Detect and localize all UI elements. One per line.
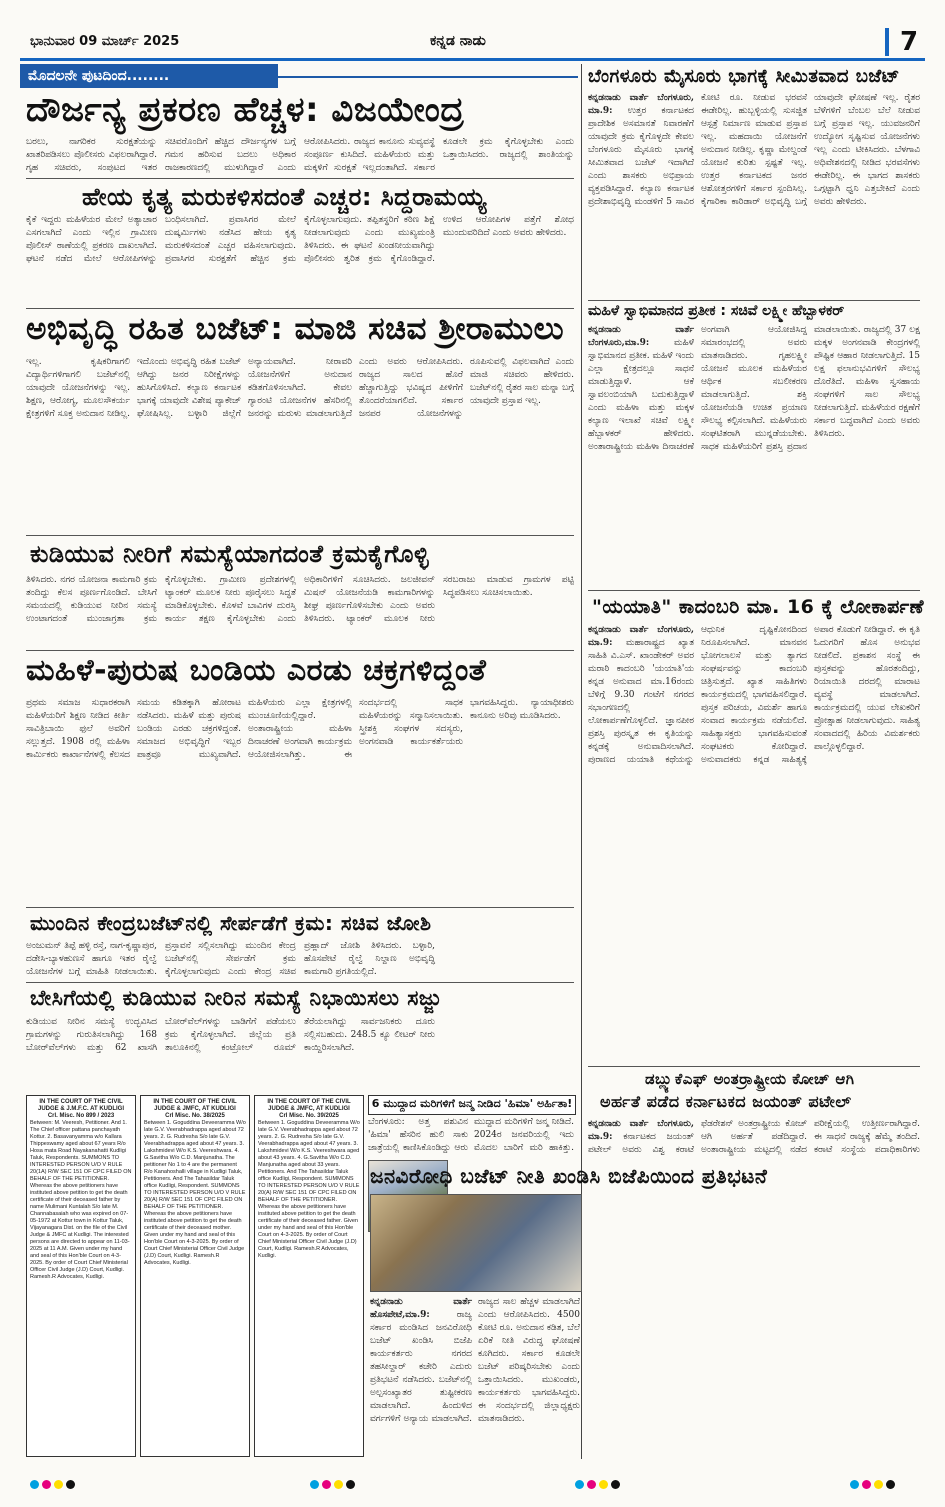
headline-budget-sriramulu: ಅಭಿವೃದ್ಧಿ ರಹಿತ ಬಜೆಟ್: ಮಾಜಿ ಸಚಿವ ಶ್ರೀರಾಮುಲು [26, 311, 565, 347]
page-number: 7 [885, 28, 929, 56]
legal-notice-title: IN THE COURT OF THE CIVIL JUDGE & JMFC, AT KUDLIGI [267, 1099, 351, 1112]
registration-dot [334, 1480, 343, 1489]
byline: ಕನ್ನಡನಾಡು ವಾರ್ತೆ ಬೆಂಗಳೂರು,ಮಾ.9: [588, 325, 694, 348]
header-rule [20, 58, 925, 61]
registration-dot [587, 1480, 596, 1489]
divider [588, 1066, 920, 1067]
registration-dot [874, 1480, 883, 1489]
article-hebbalkar-body [588, 324, 920, 580]
legal-notice-number: Crl. Misc. No 899 / 2023 [47, 1113, 115, 1119]
color-registration-marks [575, 1474, 623, 1493]
article-atrocity-body: ಬರಲು, ನಾಗರಿಕರ ಸುರಕ್ಷತೆಯನ್ನು ಖಾತರಿಪಡಿಸಲು ಪೊಲೀಸರು ವಿಫಲರಾಗಿದ್ದಾರೆ. ಗೃಹ ಸಚಿವರು, ಸಂಪುಟದ ಇತರ ಸಚಿವರೊಂದಿಗೆ ಹೆಚ್ಚಿದ ದೌರ್ಜನ್ಯಗಳ ಬಗ್ಗೆ ಗಮನ ಹರಿಸುವ ಬದಲು ಅಧಿಕಾರ ರಾಜಕಾರಣದಲ್ಲಿ ಮುಳುಗಿದ್ದಾರೆ ಎಂದು ಆರೋಪಿಸಿದರು. ರಾಜ್ಯದ ಕಾನೂನು ಸುವ್ಯವಸ್ಥೆ ಸಂಪೂರ್ಣ ಕುಸಿದಿದೆ. ಮಹಿಳೆಯರು ಮತ್ತು ಮಕ್ಕಳಿಗೆ ಸುರಕ್ಷತೆ ಇಲ್ಲದಂತಾಗಿದೆ. ಸರ್ಕಾರ ಕೂಡಲೇ ಕ್ರಮ ಕೈಗೊಳ್ಳಬೇಕು ಎಂದು ಒತ್ತಾಯಿಸಿದರು. ರಾಜ್ಯದಲ್ಲಿ ಶಾಂತಿಯನ್ನು [26, 137, 574, 173]
divider [588, 590, 920, 591]
registration-dot [54, 1480, 63, 1489]
headline-drinking-water: ಕುಡಿಯುವ ನೀರಿಗೆ ಸಮಸ್ಯೆಯಾಗದಂತೆ ಕ್ರಮಕೈಗೊಳ್ಳಿ [30, 540, 430, 568]
registration-dot [611, 1480, 620, 1489]
legal-notice-1 [26, 1095, 136, 1457]
headline-yayati: "ಯಯಾತಿ" ಕಾದಂಬರಿ ಮಾ. 16 ಕ್ಕೆ ಲೋಕಾರ್ಪಣೆ [592, 596, 925, 618]
protest-photo [370, 1194, 582, 1292]
registration-dot [862, 1480, 871, 1489]
headline-karate-1: ಡಬ್ಲ್ಯುಕೆಎಫ್ ಅಂತರ್ರಾಷ್ಟ್ರೀಯ ಕೋಚ್ ಆಗಿ [645, 1070, 855, 1088]
article-bengaluru-text: ಉತ್ತರ ಕರ್ನಾಟಕದ ಪ್ರಾದೇಶಿಕ ಅಸಮಾನತೆ ನಿವಾರಣೆಗೆ ಯಾವುದೇ ಕ್ರಮ ಕೈಗೊಳ್ಳದೇ ಕೇವಲ ಬೆಂಗಳೂರು ಮೈಸೂರು ಭಾಗಕ್ಕೆ ಸೀಮಿತವಾದ ಬಜೆಟ್ ಇದಾಗಿದೆ ಎಂದು ಶಾಸಕರು ಅಭಿಪ್ರಾಯ ವ್ಯಕ್ತಪಡಿಸಿದ್ದಾರೆ. ಕಲ್ಯಾಣ ಕರ್ನಾಟಕ ಪ್ರದೇಶಾಭಿವೃದ್ಧಿ ಮಂಡಳಿಗೆ 5 ಸಾವಿರ ಕೋಟಿ ರೂ. ನೀಡುವ ಭರವಸೆ ಈಡೇರಿಲ್ಲ. ಹುಬ್ಬಳ್ಳಿಯಲ್ಲಿ ಸುಸಜ್ಜಿತ ಆಸ್ಪತ್ರೆ ನಿರ್ಮಾಣ ಮಾಡುವ ಪ್ರಸ್ತಾಪ ಇಲ್ಲ. ಮಹದಾಯಿ ಯೋಜನೆಗೆ ಅನುದಾನ ನೀಡಿಲ್ಲ. ಕೃಷ್ಣಾ ಮೇಲ್ದಂಡೆ ಯೋಜನೆ ಕುರಿತು ಸ್ಪಷ್ಟತೆ ಇಲ್ಲ. ಉತ್ತರ ಕರ್ನಾಟಕದ ಜನರ ಆಶೋತ್ತರಗಳಿಗೆ ಸರ್ಕಾರ ಸ್ಪಂದಿಸಿಲ್ಲ. ಕೈಗಾರಿಕಾ ಕಾರಿಡಾರ್ ಅಭಿವೃದ್ಧಿ ಬಗ್ಗೆ ಯಾವುದೇ ಘೋಷಣೆ ಇಲ್ಲ. ರೈತರ ಬೆಳೆಗಳಿಗೆ ಬೆಂಬಲ ಬೆಲೆ ನೀಡುವ ಬಗ್ಗೆ ಪ್ರಸ್ತಾಪ ಇಲ್ಲ. ಯುವಜನರಿಗೆ ಉದ್ಯೋಗ ಸೃಷ್ಟಿಸುವ ಯೋಜನೆಗಳು ಇಲ್ಲ ಎಂದು ಟೀಕಿಸಿದರು. ಬೆಳಗಾವಿ ಅಧಿವೇಶನದಲ್ಲಿ ನೀಡಿದ ಭರವಸೆಗಳು ಈಡೇರಿಲ್ಲ. ಈ ಭಾಗದ ಶಾಸಕರು ಒಗ್ಗಟ್ಟಾಗಿ ಧ್ವನಿ ಎತ್ತಬೇಕಿದೆ ಎಂದು ಅವರು ಹೇಳಿದರು. [588, 93, 920, 207]
registration-dot [30, 1480, 39, 1489]
legal-notice-title: IN THE COURT OF THE CIVIL JUDGE & J.M.F.C. AT KUDLIGI [37, 1099, 124, 1112]
article-yayati-body [588, 624, 920, 1064]
article-joshi-body: ಅಂಜುಮನ್ ತಿಪ್ಪೆ ಹಳ್ಳಿ ರಸ್ತೆ, ನಾಗ-ಕೃಷ್ಣಾಪುರ, ದಡೇಸಿ-ಬ್ಯಾಳಹುಣಸೆ ಹಾಗೂ ಇತರ ರೈಲ್ವೆ ಯೋಜನೆಗಳ ಬಗ್ಗೆ ಮಾಹಿತಿ ನೀಡಲಾಯಿತು. ಪ್ರಸ್ತಾವನೆ ಸಲ್ಲಿಸಲಾಗಿದ್ದು ಮುಂದಿನ ಕೇಂದ್ರ ಬಜೆಟ್‌ನಲ್ಲಿ ಸೇರ್ಪಡೆಗೆ ಕ್ರಮ ಕೈಗೊಳ್ಳಲಾಗುವುದು ಎಂದು ಕೇಂದ್ರ ಸಚಿವ ಪ್ರಹ್ಲಾದ್ ಜೋಶಿ ತಿಳಿಸಿದರು. ಬಳ್ಳಾರಿ, ಹೊಸಪೇಟೆ ರೈಲ್ವೆ ನಿಲ್ದಾಣ ಅಭಿವೃದ್ಧಿ ಕಾಮಗಾರಿ ಪ್ರಗತಿಯಲ್ಲಿದೆ. [26, 941, 435, 977]
registration-dot [886, 1480, 895, 1489]
divider [588, 300, 920, 301]
divider [26, 308, 574, 309]
page-footer [0, 1466, 945, 1507]
issue-date: ಭಾನುವಾರ 09 ಮಾರ್ಚ್ 2025 [30, 34, 180, 49]
article-bjp-body [370, 1296, 580, 1456]
article-bjp-text: ರಾಜ್ಯ ಸರ್ಕಾರ ಮಂಡಿಸಿದ ಜನವಿರೋಧಿ ಬಜೆಟ್ ಖಂಡಿಸಿ ಬಿಜೆಪಿ ಕಾರ್ಯಕರ್ತರು ನಗರದ ತಹಸೀಲ್ದಾರ್ ಕಚೇರಿ ಎದುರು ಪ್ರತಿಭಟನೆ ನಡೆಸಿದರು. ಬಜೆಟ್‌ನಲ್ಲಿ ಅಲ್ಪಸಂಖ್ಯಾತರ ತುಷ್ಟೀಕರಣ ಮಾಡಲಾಗಿದೆ. ಹಿಂದುಳಿದ ವರ್ಗಗಳಿಗೆ ಅನ್ಯಾಯ ಮಾಡಲಾಗಿದೆ. ರಾಜ್ಯದ ಸಾಲ ಹೆಚ್ಚಳ ಮಾಡಲಾಗಿದೆ ಎಂದು ಆರೋಪಿಸಿದರು. 4500 ಕೋಟಿ ರೂ. ಅನುದಾನ ಕಡಿತ, ಬೆಲೆ ಏರಿಕೆ ನೀತಿ ವಿರುದ್ಧ ಘೋಷಣೆ ಕೂಗಿದರು. ಸರ್ಕಾರ ಕೂಡಲೇ ಬಜೆಟ್ ಪರಿಷ್ಕರಿಸಬೇಕು ಎಂದು ಒತ್ತಾಯಿಸಿದರು. ಮುಖಂಡರು, ಕಾರ್ಯಕರ್ತರು ಭಾಗವಹಿಸಿದ್ದರು. ಈ ಸಂದರ್ಭದಲ್ಲಿ ಜಿಲ್ಲಾಧ್ಯಕ್ಷರು ಮಾತನಾಡಿದರು. [370, 1297, 580, 1424]
registration-dot [599, 1480, 608, 1489]
section-label: ಮೊದಲನೇ ಪುಟದಿಂದ........ [20, 64, 278, 88]
headline-bjp-protest: ಜನವಿರೋಧಿ ಬಜೆಟ್ ನೀತಿ ಖಂಡಿಸಿ ಬಿಜೆಪಿಯಿಂದ ಪ್ರತಿಭಟನೆ [370, 1164, 768, 1188]
headline-tiger: 6 ಮುದ್ದಾದ ಮರಿಗಳಿಗೆ ಜನ್ಮ ನೀಡಿದ 'ಹಿಮಾ' ಅರ್ಹಿತಾ! [368, 1095, 576, 1115]
headline-hebbalkar: ಮಹಿಳೆ ಸ್ವಾಭಿಮಾನದ ಪ್ರತೀಕ : ಸಚಿವೆ ಲಕ್ಷ್ಮೀ ಹೆಬ್ಬಾಳಕರ್ [588, 303, 845, 319]
legal-notice-title: IN THE COURT OF THE CIVIL JUDGE & JMFC, AT KUDLIGI [153, 1099, 237, 1112]
byline: ಕನ್ನಡನಾಡು ವಾರ್ತೆ ಬೆಂಗಳೂರು, ಮಾ.9: [588, 1119, 694, 1142]
article-sriramulu-body: ಇಲ್ಲ. ಕೃಷಿಕರಿಗಾಗಲಿ ವಿದ್ಯಾರ್ಥಿಗಳಿಗಾಗಲಿ ಬಜೆಟ್‌ನಲ್ಲಿ ಯಾವುದೇ ಯೋಜನೆಗಳನ್ನು ಇಲ್ಲ. ಶಿಕ್ಷಣ, ಆರೋಗ್ಯ, ಮೂಲಸೌಕರ್ಯ ಕ್ಷೇತ್ರಗಳಿಗೆ ಸೂಕ್ತ ಅನುದಾನ ನೀಡಿಲ್ಲ. ಇದೊಂದು ಅಭಿವೃದ್ಧಿ ರಹಿತ ಬಜೆಟ್ ಆಗಿದ್ದು ಜನರ ನಿರೀಕ್ಷೆಗಳನ್ನು ಹುಸಿಗೊಳಿಸಿದೆ. ಕಲ್ಯಾಣ ಕರ್ನಾಟಕ ಭಾಗಕ್ಕೆ ಯಾವುದೇ ವಿಶೇಷ ಪ್ಯಾಕೇಜ್ ಘೋಷಿಸಿಲ್ಲ. ಬಳ್ಳಾರಿ ಜಿಲ್ಲೆಗೆ ಅನ್ಯಾಯವಾಗಿದೆ. ನೀರಾವರಿ ಯೋಜನೆಗಳಿಗೆ ಅನುದಾನ ಕಡಿತಗೊಳಿಸಲಾಗಿದೆ. ಕೇವಲ ಗ್ಯಾರಂಟಿ ಯೋಜನೆಗಳ ಹೆಸರಿನಲ್ಲಿ ಜನರನ್ನು ಮರುಳು ಮಾಡಲಾಗುತ್ತಿದೆ ಎಂದು ಅವರು ಆರೋಪಿಸಿದರು. ರಾಜ್ಯದ ಸಾಲದ ಹೊರೆ ಹೆಚ್ಚಾಗುತ್ತಿದ್ದು ಭವಿಷ್ಯದ ಪೀಳಿಗೆಗೆ ತೊಂದರೆಯಾಗಲಿದೆ. ಸರ್ಕಾರ ಜನಪರ ಯೋಜನೆಗಳನ್ನು ರೂಪಿಸುವಲ್ಲಿ ವಿಫಲವಾಗಿದೆ ಎಂದು ಮಾಜಿ ಸಚಿವರು ಹೇಳಿದರು. ಬಜೆಟ್‌ನಲ್ಲಿ ರೈತರ ಸಾಲ ಮನ್ನಾ ಬಗ್ಗೆ ಯಾವುದೇ ಪ್ರಸ್ತಾಪ ಇಲ್ಲ. [26, 357, 574, 419]
divider [26, 535, 574, 536]
registration-dot [575, 1480, 584, 1489]
legal-notice-3 [254, 1095, 364, 1457]
registration-dot [322, 1480, 331, 1489]
color-registration-marks [850, 1474, 898, 1493]
article-yayati-text: ಮಹಾರಾಷ್ಟ್ರದ ಖ್ಯಾತ ಸಾಹಿತಿ ವಿ.ಎಸ್. ಖಾಂಡೇಕರ್ ಅವರ ಮರಾಠಿ ಕಾದಂಬರಿ 'ಯಯಾತಿ'ಯ ಕನ್ನಡ ಅನುವಾದ ಮಾ.16ರಂದು ಬೆಳಿಗ್ಗೆ 9.30 ಗಂಟೆಗೆ ನಗರದ ಸಭಾಂಗಣದಲ್ಲಿ ಲೋಕಾರ್ಪಣೆಗೊಳ್ಳಲಿದೆ. ಜ್ಞಾನಪೀಠ ಪ್ರಶಸ್ತಿ ಪುರಸ್ಕೃತ ಈ ಕೃತಿಯನ್ನು ಕನ್ನಡಕ್ಕೆ ಅನುವಾದಿಸಲಾಗಿದೆ. ಪುರಾಣದ ಯಯಾತಿ ಕಥೆಯನ್ನು ಆಧುನಿಕ ದೃಷ್ಟಿಕೋನದಿಂದ ನಿರೂಪಿಸಲಾಗಿದೆ. ಮಾನವನ ಭೋಗಲಾಲಸೆ ಮತ್ತು ತ್ಯಾಗದ ಸಂಘರ್ಷವನ್ನು ಕಾದಂಬರಿ ಚಿತ್ರಿಸುತ್ತದೆ. ಖ್ಯಾತ ಸಾಹಿತಿಗಳು ಕಾರ್ಯಕ್ರಮದಲ್ಲಿ ಭಾಗವಹಿಸಲಿದ್ದಾರೆ. ಪುಸ್ತಕ ಪರಿಚಯ, ವಿಮರ್ಶೆ ಹಾಗೂ ಸಂವಾದ ಕಾರ್ಯಕ್ರಮ ನಡೆಯಲಿದೆ. ಸಾಹಿತ್ಯಾಸಕ್ತರು ಭಾಗವಹಿಸುವಂತೆ ಸಂಘಟಕರು ಕೋರಿದ್ದಾರೆ. ಅನುವಾದಕರು ಕನ್ನಡ ಸಾಹಿತ್ಯಕ್ಕೆ ಅಪಾರ ಕೊಡುಗೆ ನೀಡಿದ್ದಾರೆ. ಈ ಕೃತಿ ಓದುಗರಿಗೆ ಹೊಸ ಅನುಭವ ನೀಡಲಿದೆ. ಪ್ರಕಾಶನ ಸಂಸ್ಥೆ ಈ ಪುಸ್ತಕವನ್ನು ಹೊರತಂದಿದ್ದು, ರಿಯಾಯಿತಿ ದರದಲ್ಲಿ ಮಾರಾಟ ವ್ಯವಸ್ಥೆ ಮಾಡಲಾಗಿದೆ. ಕಾರ್ಯಕ್ರಮದಲ್ಲಿ ಯುವ ಲೇಖಕರಿಗೆ ಪ್ರೋತ್ಸಾಹ ನೀಡಲಾಗುವುದು. ಸಾಹಿತ್ಯ ಸಂವಾದದಲ್ಲಿ ಹಿರಿಯ ವಿಮರ್ಶಕರು ಪಾಲ್ಗೊಳ್ಳಲಿದ್ದಾರೆ. [588, 625, 920, 765]
divider [26, 907, 574, 908]
headline-karate-2: ಅರ್ಹತೆ ಪಡೆದ ಕರ್ನಾಟಕದ ಜಯಂತ್ ಪಟೇಲ್ [600, 1092, 852, 1111]
article-water-body: ತಿಳಿಸಿದರು. ನಗರ ಯೋಜನಾ ಕಾಮಗಾರಿ ಕ್ರಮ ತಂದಿದ್ದು ಕೆಲಸ ಪೂರ್ಣಗೊಂಡಿದೆ. ಬೇಸಿಗೆ ಸಮಯದಲ್ಲಿ ಕುಡಿಯುವ ನೀರಿನ ಸಮಸ್ಯೆ ಉಂಟಾಗದಂತೆ ಮುಂಜಾಗ್ರತಾ ಕ್ರಮ ಕೈಗೊಳ್ಳಬೇಕು. ಗ್ರಾಮೀಣ ಪ್ರದೇಶಗಳಲ್ಲಿ ಟ್ಯಾಂಕರ್ ಮೂಲಕ ನೀರು ಪೂರೈಸಲು ಸಿದ್ಧತೆ ಮಾಡಿಕೊಳ್ಳಬೇಕು. ಕೊಳವೆ ಬಾವಿಗಳ ದುರಸ್ತಿ ಕಾರ್ಯ ತಕ್ಷಣ ಕೈಗೊಳ್ಳಬೇಕು ಎಂದು ಅಧಿಕಾರಿಗಳಿಗೆ ಸೂಚಿಸಿದರು. ಜಲಜೀವನ್ ಮಿಷನ್ ಯೋಜನೆಯಡಿ ಕಾಮಗಾರಿಗಳನ್ನು ಶೀಘ್ರ ಪೂರ್ಣಗೊಳಿಸಬೇಕು ಎಂದು ಅವರು ತಿಳಿಸಿದರು. ಟ್ಯಾಂಕರ್ ಮೂಲಕ ನೀರು ಸರಬರಾಜು ಮಾಡುವ ಗ್ರಾಮಗಳ ಪಟ್ಟಿ ಸಿದ್ಧಪಡಿಸಲು ಸೂಚಿಸಲಾಯಿತು. [26, 575, 574, 624]
headline-atrocity: ದೌರ್ಜನ್ಯ ಪ್ರಕರಣ ಹೆಚ್ಚಳ: ವಿಜಯೇಂದ್ರ [26, 90, 465, 130]
color-registration-marks [30, 1474, 78, 1493]
section-rule [278, 76, 578, 78]
registration-dot [66, 1480, 75, 1489]
registration-dot [42, 1480, 51, 1489]
byline: ಕನ್ನಡನಾಡು ವಾರ್ತೆ ಬೆಂಗಳೂರು, ಮಾ.9: [588, 93, 694, 116]
page-header [0, 0, 945, 62]
byline: ಕನ್ನಡನಾಡು ವಾರ್ತೆ ಬೆಂಗಳೂರು, ಮಾ.9: [588, 625, 694, 648]
article-hebbalkar-text: ಮಹಿಳೆ ಸ್ವಾಭಿಮಾನದ ಪ್ರತೀಕ. ಮಹಿಳೆ ಇಂದು ಎಲ್ಲಾ ಕ್ಷೇತ್ರದಲ್ಲೂ ಸಾಧನೆ ಮಾಡುತ್ತಿದ್ದಾಳೆ. ಆಕೆ ಸ್ವಾವಲಂಬಿಯಾಗಿ ಬದುಕುತ್ತಿದ್ದಾಳೆ ಎಂದು ಮಹಿಳಾ ಮತ್ತು ಮಕ್ಕಳ ಕಲ್ಯಾಣ ಇಲಾಖೆ ಸಚಿವೆ ಲಕ್ಷ್ಮೀ ಹೆಬ್ಬಾಳಕರ್ ಹೇಳಿದರು. ಅಂತಾರಾಷ್ಟ್ರೀಯ ಮಹಿಳಾ ದಿನಾಚರಣೆ ಅಂಗವಾಗಿ ಆಯೋಜಿಸಿದ್ದ ಸಮಾರಂಭದಲ್ಲಿ ಅವರು ಮಾತನಾಡಿದರು. ಗೃಹಲಕ್ಷ್ಮೀ ಯೋಜನೆ ಮೂಲಕ ಮಹಿಳೆಯರ ಆರ್ಥಿಕ ಸಬಲೀಕರಣ ಮಾಡಲಾಗುತ್ತಿದೆ. ಶಕ್ತಿ ಯೋಜನೆಯಡಿ ಉಚಿತ ಪ್ರಯಾಣ ಸೌಲಭ್ಯ ಕಲ್ಪಿಸಲಾಗಿದೆ. ಮಹಿಳೆಯರು ಸಂಘಟಿತರಾಗಿ ಮುನ್ನಡೆಯಬೇಕು. ಸಾಧಕ ಮಹಿಳೆಯರಿಗೆ ಪ್ರಶಸ್ತಿ ಪ್ರದಾನ ಮಾಡಲಾಯಿತು. ರಾಜ್ಯದಲ್ಲಿ 37 ಲಕ್ಷ ಮಕ್ಕಳ ಅಂಗನವಾಡಿ ಕೇಂದ್ರಗಳಲ್ಲಿ ಪೌಷ್ಟಿಕ ಆಹಾರ ನೀಡಲಾಗುತ್ತಿದೆ. 15 ಲಕ್ಷ ಫಲಾನುಭವಿಗಳಿಗೆ ಸೌಲಭ್ಯ ದೊರೆತಿದೆ. ಮಹಿಳಾ ಸ್ವಸಹಾಯ ಸಂಘಗಳಿಗೆ ಸಾಲ ಸೌಲಭ್ಯ ನೀಡಲಾಗುತ್ತಿದೆ. ಮಹಿಳೆಯರ ರಕ್ಷಣೆಗೆ ಸರ್ಕಾರ ಬದ್ಧವಾಗಿದೆ ಎಂದು ಅವರು ತಿಳಿಸಿದರು. [588, 325, 920, 452]
article-summer-water-body: ಕುಡಿಯುವ ನೀರಿನ ಸಮಸ್ಯೆ ಉದ್ಭವಿಸಿದ ಗ್ರಾಮಗಳನ್ನು ಗುರುತಿಸಲಾಗಿದ್ದು 168 ಬೋರ್‌ವೆಲ್‌ಗಳು ಮತ್ತು 62 ಖಾಸಗಿ ಬೋರ್‌ವೆಲ್‌ಗಳನ್ನು ಬಾಡಿಗೆಗೆ ಪಡೆಯಲು ಕ್ರಮ ಕೈಗೊಳ್ಳಲಾಗಿದೆ. ಜಿಲ್ಲೆಯ ಪ್ರತಿ ತಾಲೂಕಿನಲ್ಲಿ ಕಂಟ್ರೋಲ್ ರೂಮ್ ತೆರೆಯಲಾಗಿದ್ದು ಸಾರ್ವಜನಿಕರು ದೂರು ಸಲ್ಲಿಸಬಹುದು. 248.5 ಕ್ಯೂ ಲೀಟರ್ ನೀರು ಕಾಯ್ದಿರಿಸಲಾಗಿದೆ. [26, 1017, 435, 1053]
article-bengaluru-body [588, 92, 920, 298]
paper-name: ಕನ್ನಡ ನಾಡು [430, 33, 486, 49]
legal-notice-body: Between: M. Veeresh, Petitioner. And 1. The Chief officer pattana panchayath Kottur. 2. Basavanyamma w/o Kallara Thippeswamy aged about 67 years R/o Hosa mata Road Nayakanahatti Kudligi Taluk, Respondents. SUMMONS TO INTERESTED PERSON U/O V RULE 20(1A) R/W SEC 151 OF CPC FILED ON BEHALF OF THE PETITIONER. Whereas the above petitioners have instituted above petition to get the death certificate of their deceased father by name Mulimani Kuntalah S/o late M. Channabasaiah who was expired on 07-05-1972 at Kottur town in Kottur Taluk, Vijayanagara Dist. on the file of the Civil Judge & JMFC at Kudligi. The interested persons are directed to appear on 11-03-2025 at 11 A.M. Given under my hand and seal of this Hon'ble Court on 4-3-2025. By order of Court Chief Ministerial Officer Civil Judge (J.D) Court, Kudligi. Ramesh.R Advocates, Kudligi. [30, 1120, 132, 1280]
article-karate-text: ಕರ್ನಾಟಕದ ಜಯಂತ್ ಪಟೇಲ್ ಅವರು ವಿಶ್ವ ಕರಾಟೆ ಫೆಡರೇಶನ್ ಅಂತರ್ರಾಷ್ಟ್ರೀಯ ಕೋಚ್ ಆಗಿ ಅರ್ಹತೆ ಪಡೆದಿದ್ದಾರೆ. ಅಂತಾರಾಷ್ಟ್ರೀಯ ಮಟ್ಟದಲ್ಲಿ ನಡೆದ ಪರೀಕ್ಷೆಯಲ್ಲಿ ಉತ್ತೀರ್ಣರಾಗಿದ್ದಾರೆ. ಈ ಸಾಧನೆ ರಾಜ್ಯಕ್ಕೆ ಹೆಮ್ಮೆ ತಂದಿದೆ. ಕರಾಟೆ ಸಂಸ್ಥೆಯ ಪದಾಧಿಕಾರಿಗಳು [588, 1119, 920, 1155]
headline-women-men: ಮಹಿಳೆ-ಪುರುಷ ಬಂಡಿಯ ಎರಡು ಚಕ್ರಗಳಿದ್ದಂತೆ [26, 653, 487, 688]
legal-notice-number: Crl Misc. No. 38/2025 [165, 1113, 225, 1119]
headline-summer-water: ಬೇಸಿಗೆಯಲ್ಲಿ ಕುಡಿಯುವ ನೀರಿನ ಸಮಸ್ಯೆ ನಿಭಾಯಿಸಲು ಸಜ್ಜು [30, 986, 442, 1010]
byline: ಕನ್ನಡನಾಡು ವಾರ್ತೆ ಹೊಸಪೇಟೆ,ಮಾ.9: [370, 1297, 472, 1320]
legal-notice-body: Between 1. Goguddina Deveeramma W/o late G.V. Veerabhadrappa aged about 72 years. 2. G. Rudresha S/o late G.V. Veerabhadrappa aged about 47 years. 3. Lakshmidevi W/o K.S. Veereshwara. 4. G.Savitha W/o C.D. Manjunatha. The petitioner No 1 to 4 are the permanent R/o Kanahoshalli village in Kudligi Taluk, Petitioners. And The Tahasildar Taluk office Kudligi, Respondent. SUMMONS TO INTERESTED PERSON U/O V RULE 20(A) R/W SEC 151 OF CPC FILED ON BEHALF OF THE PETITIONER. Whereas the above petitioners have instituted above petition to get the death certificate of their deceased mother. Given under my hand and seal of this Hon'ble Court on 4-3-2025. By order of Court Chief Ministerial Officer Civil Judge (J.D) Court, Kudligi. Ramesh.R Advocates, Kudligi. [144, 1120, 246, 1266]
legal-notice-number: Crl Misc. No. 39/2025 [279, 1113, 339, 1119]
article-tiger-body: ಬೆಂಗಳೂರು: ಅತ್ತ ಪಶುವಿನ 'ಹಿಮಾ' ಹೆಸರಿನ ಹುಲಿ ಸಾಕು ಜಾತ್ರೆಯಲ್ಲಿ ಕಾಣಿಸಿಕೊಂಡಿದ್ದು ಆರು ಮುದ್ದಾದ ಮರಿಗಳಿಗೆ ಜನ್ಮ ನೀಡಿದೆ. 2024ರ ಜನವರಿಯಲ್ಲಿ ಇದು ಮೊದಲ ಬಾರಿಗೆ ಮರಿ ಹಾಕಿತ್ತು. [368, 1117, 574, 1153]
registration-dot [310, 1480, 319, 1489]
article-women-body: ಪ್ರಥಮ ಸಮಾಜ ಸುಧಾರಕರಾಗಿ ಮಹಿಳೆಯರಿಗೆ ಶಿಕ್ಷಣ ನೀಡಿದ ಕೀರ್ತಿ ಸಾವಿತ್ರಿಬಾಯಿ ಫುಲೆ ಅವರಿಗೆ ಸಲ್ಲುತ್ತದೆ. 1908 ರಲ್ಲಿ ಮಹಿಳಾ ಕಾರ್ಮಿಕರು ಕಾರ್ಖಾನೆಗಳಲ್ಲಿ ಕೆಲಸದ ಸಮಯ ಕಡಿತಕ್ಕಾಗಿ ಹೋರಾಟ ನಡೆಸಿದರು. ಮಹಿಳೆ ಮತ್ತು ಪುರುಷ ಬಂಡಿಯ ಎರಡು ಚಕ್ರಗಳಿದ್ದಂತೆ. ಸಮಾಜದ ಅಭಿವೃದ್ಧಿಗೆ ಇಬ್ಬರ ಪಾತ್ರವೂ ಮುಖ್ಯವಾಗಿದೆ. ಮಹಿಳೆಯರು ಎಲ್ಲಾ ಕ್ಷೇತ್ರಗಳಲ್ಲಿ ಮುಂಚೂಣಿಯಲ್ಲಿದ್ದಾರೆ. ಅಂತಾರಾಷ್ಟ್ರೀಯ ಮಹಿಳಾ ದಿನಾಚರಣೆ ಅಂಗವಾಗಿ ಕಾರ್ಯಕ್ರಮ ಆಯೋಜಿಸಲಾಗಿತ್ತು. ಈ ಸಂದರ್ಭದಲ್ಲಿ ಸಾಧಕ ಮಹಿಳೆಯರನ್ನು ಸನ್ಮಾನಿಸಲಾಯಿತು. ಸ್ತ್ರೀಶಕ್ತಿ ಸಂಘಗಳ ಸದಸ್ಯರು, ಅಂಗನವಾಡಿ ಕಾರ್ಯಕರ್ತೆಯರು ಭಾಗವಹಿಸಿದ್ದರು. ನ್ಯಾಯಾಧೀಶರು ಕಾನೂನು ಅರಿವು ಮೂಡಿಸಿದರು. [26, 698, 574, 760]
divider [26, 982, 574, 983]
registration-dot [850, 1480, 859, 1489]
registration-dot [346, 1480, 355, 1489]
article-karate-body [588, 1118, 920, 1162]
headline-cm: ಹೇಯ ಕೃತ್ಯ ಮರುಕಳಿಸದಂತೆ ಎಚ್ಚರ: ಸಿದ್ದರಾಮಯ್ಯ [82, 183, 487, 211]
legal-notice-2 [140, 1095, 250, 1457]
legal-notice-body: Between 1. Goguddina Deveeramma W/o late G.V. Veerabhadrappa aged about 72 years. 2. G. Rudresha S/o late G.V. Veerabhadrappa aged about 47 years. 3. Lakshmidevi W/o K.S. Veereshwara aged about 43 years. 4. G.Savitha W/o C.D. Manjunatha aged about 33 years. Petitioners. And The Tahasildar Taluk office Kudligi, Respondent. SUMMONS TO INTERESTED PERSON U/O V RULE 20(A) R/W SEC 151 OF CPC FILED ON BEHALF OF THE PETITIONER. Whereas the above petitioners have instituted above petition to get the death certificate of their deceased father. Given under my hand and seal of this Hon'ble Court on 4-3-2025. By order of Court Chief Ministerial Officer Civil Judge (J.D) Court, Kudligi. Ramesh.R Advocates, Kudligi. [258, 1120, 360, 1259]
divider [26, 178, 574, 179]
color-registration-marks [310, 1474, 358, 1493]
headline-joshi: ಮುಂದಿನ ಕೇಂದ್ರಬಜೆಟ್‌ನಲ್ಲಿ ಸೇರ್ಪಡೆಗೆ ಕ್ರಮ: ಸಚಿವ ಜೋಶಿ [30, 911, 432, 935]
headline-bengaluru-budget: ಬೆಂಗಳೂರು ಮೈಸೂರು ಭಾಗಕ್ಕೆ ಸೀಮಿತವಾದ ಬಜೆಟ್ [588, 66, 900, 87]
article-cm-body: ಕೈಕೆ ಇದ್ದರು ಮಹಿಳೆಯರ ಮೇಲೆ ಅತ್ಯಾಚಾರ ಎಸಗಲಾಗಿದೆ ಎಂದು ಇಲ್ಲಿನ ಗ್ರಾಮೀಣ ಪೊಲೀಸ್ ಠಾಣೆಯಲ್ಲಿ ಪ್ರಕರಣ ದಾಖಲಾಗಿದೆ. ಘಟನೆ ನಡೆದ ಮೇಲೆ ಆರೋಪಿಗಳನ್ನು ಬಂಧಿಸಲಾಗಿದೆ. ಪ್ರವಾಸಿಗರ ಮೇಲೆ ದುಷ್ಕರ್ಮಿಗಳು ನಡೆಸಿದ ಹೇಯ ಕೃತ್ಯ ಮರುಕಳಿಸದಂತೆ ಎಚ್ಚರ ವಹಿಸಲಾಗುವುದು. ಪ್ರವಾಸಿಗರ ಸುರಕ್ಷತೆಗೆ ಹೆಚ್ಚಿನ ಕ್ರಮ ಕೈಗೊಳ್ಳಲಾಗುವುದು. ತಪ್ಪಿತಸ್ಥರಿಗೆ ಕಠಿಣ ಶಿಕ್ಷೆ ನೀಡಲಾಗುವುದು ಎಂದು ಮುಖ್ಯಮಂತ್ರಿ ತಿಳಿಸಿದರು. ಈ ಘಟನೆ ಖಂಡನೀಯವಾಗಿದ್ದು ಪೊಲೀಸರು ತ್ವರಿತ ಕ್ರಮ ಕೈಗೊಂಡಿದ್ದಾರೆ. ಉಳಿದ ಆರೋಪಿಗಳ ಪತ್ತೆಗೆ ಶೋಧ ಮುಂದುವರಿದಿದೆ ಎಂದು ಅವರು ಹೇಳಿದರು. [26, 215, 574, 264]
divider [26, 650, 574, 651]
